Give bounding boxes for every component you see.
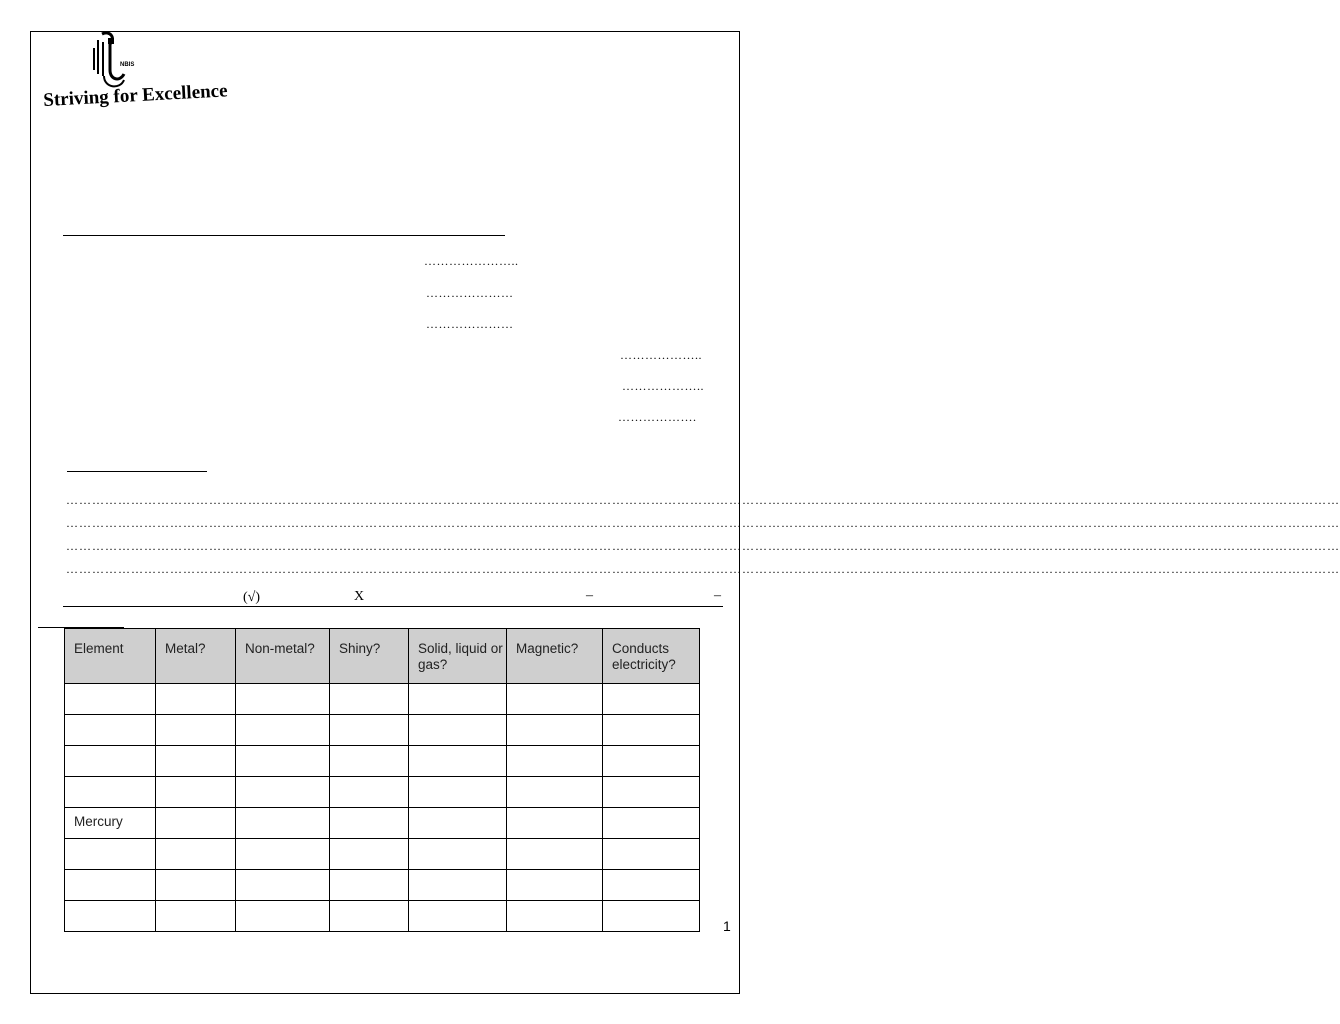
- answer-line-3: ……………………………………………………………………………………………………………………………………………………………………………………………………………………………………………………………………: [66, 539, 1340, 553]
- table-cell[interactable]: [330, 808, 409, 839]
- dash-symbol-1: –: [586, 588, 593, 603]
- school-slogan: Striving for Excellence: [42, 80, 229, 112]
- table-cell[interactable]: [65, 870, 156, 901]
- table-cell[interactable]: [507, 901, 603, 932]
- table-cell[interactable]: [409, 777, 507, 808]
- table-cell[interactable]: [330, 715, 409, 746]
- table-cell[interactable]: [409, 839, 507, 870]
- table-cell[interactable]: [409, 746, 507, 777]
- table-cell[interactable]: [65, 839, 156, 870]
- table-cell[interactable]: [65, 684, 156, 715]
- table-row: [65, 839, 700, 870]
- table-cell[interactable]: [156, 839, 236, 870]
- header-conducts: Conducts electricity?: [603, 629, 700, 684]
- table-cell[interactable]: [65, 777, 156, 808]
- table-cell[interactable]: [156, 870, 236, 901]
- table-cell[interactable]: [156, 746, 236, 777]
- dash-symbol-2: –: [714, 588, 721, 603]
- element-properties-table: [64, 628, 700, 932]
- table-cell[interactable]: [603, 870, 700, 901]
- table-cell[interactable]: [236, 901, 330, 932]
- table-cell[interactable]: [603, 715, 700, 746]
- table-cell[interactable]: [409, 901, 507, 932]
- table-cell[interactable]: [236, 839, 330, 870]
- fill-blank-3: …………………: [426, 317, 514, 331]
- table-cell[interactable]: [156, 901, 236, 932]
- table-cell[interactable]: [236, 808, 330, 839]
- table-cell[interactable]: [330, 901, 409, 932]
- table-cell[interactable]: [409, 870, 507, 901]
- table-cell[interactable]: [330, 839, 409, 870]
- table-cell[interactable]: [603, 777, 700, 808]
- answer-line-4: ……………………………………………………………………………………………………………………………………………………………………………………………………………………………………………………………………: [66, 562, 1340, 576]
- table-row: [65, 870, 700, 901]
- table-cell[interactable]: [603, 684, 700, 715]
- table-cell[interactable]: [507, 746, 603, 777]
- table-cell[interactable]: [65, 746, 156, 777]
- table-row: [65, 715, 700, 746]
- table-cell[interactable]: [603, 839, 700, 870]
- cross-symbol: X: [354, 589, 365, 604]
- table-cell[interactable]: [65, 901, 156, 932]
- header-magnetic: Magnetic?: [507, 629, 603, 684]
- header-shiny: Shiny?: [330, 629, 409, 684]
- table-cell[interactable]: [507, 808, 603, 839]
- table-cell[interactable]: [156, 777, 236, 808]
- table-cell[interactable]: [507, 870, 603, 901]
- table-cell[interactable]: [236, 870, 330, 901]
- table-cell[interactable]: [507, 715, 603, 746]
- table-cell[interactable]: [507, 839, 603, 870]
- logo-text: NBIS: [120, 62, 135, 68]
- table-cell[interactable]: [236, 777, 330, 808]
- table-cell[interactable]: [156, 715, 236, 746]
- table-cell[interactable]: [330, 777, 409, 808]
- table-cell[interactable]: [603, 901, 700, 932]
- title-underline: [63, 235, 505, 236]
- table-cell[interactable]: [156, 808, 236, 839]
- table-cell[interactable]: [330, 870, 409, 901]
- table-cell[interactable]: [603, 808, 700, 839]
- element-name-cell: Mercury: [65, 808, 156, 839]
- table-cell[interactable]: [507, 684, 603, 715]
- table-cell[interactable]: [603, 746, 700, 777]
- table-cell[interactable]: [507, 777, 603, 808]
- section-underline: [67, 471, 207, 472]
- table-cell[interactable]: [330, 746, 409, 777]
- table-row: [65, 777, 700, 808]
- fill-blank-1: …………………..: [424, 254, 519, 268]
- table-row: [65, 808, 700, 839]
- table-cell[interactable]: [330, 684, 409, 715]
- table-row: [65, 901, 700, 932]
- table-cell[interactable]: [156, 684, 236, 715]
- table-cell[interactable]: [65, 715, 156, 746]
- table-cell[interactable]: [409, 808, 507, 839]
- fill-blank-6: ……………….: [618, 410, 697, 424]
- answer-line-1: ……………………………………………………………………………………………………………………………………………………………………………………………………………………………………………………………………: [66, 493, 1340, 507]
- table-row: [65, 684, 700, 715]
- instruction-underline: [63, 606, 723, 607]
- table-header-row: [65, 629, 700, 684]
- table-cell[interactable]: [236, 746, 330, 777]
- answer-line-2: ……………………………………………………………………………………………………………………………………………………………………………………………………………………………………………………………………: [66, 516, 1340, 530]
- page-number: 1: [723, 918, 731, 934]
- table-cell[interactable]: [236, 684, 330, 715]
- header-element: Element: [65, 629, 156, 684]
- table-cell[interactable]: [236, 715, 330, 746]
- header-non-metal: Non-metal?: [236, 629, 330, 684]
- table-row: [65, 746, 700, 777]
- table-cell[interactable]: [409, 684, 507, 715]
- table-cell[interactable]: [409, 715, 507, 746]
- fill-blank-4: ………………..: [620, 348, 702, 362]
- header-metal: Metal?: [156, 629, 236, 684]
- header-state: Solid, liquid or gas?: [409, 629, 507, 684]
- tick-symbol: (√): [243, 590, 261, 605]
- fill-blank-2: …………………: [426, 286, 514, 300]
- fill-blank-5: ………………..: [622, 379, 704, 393]
